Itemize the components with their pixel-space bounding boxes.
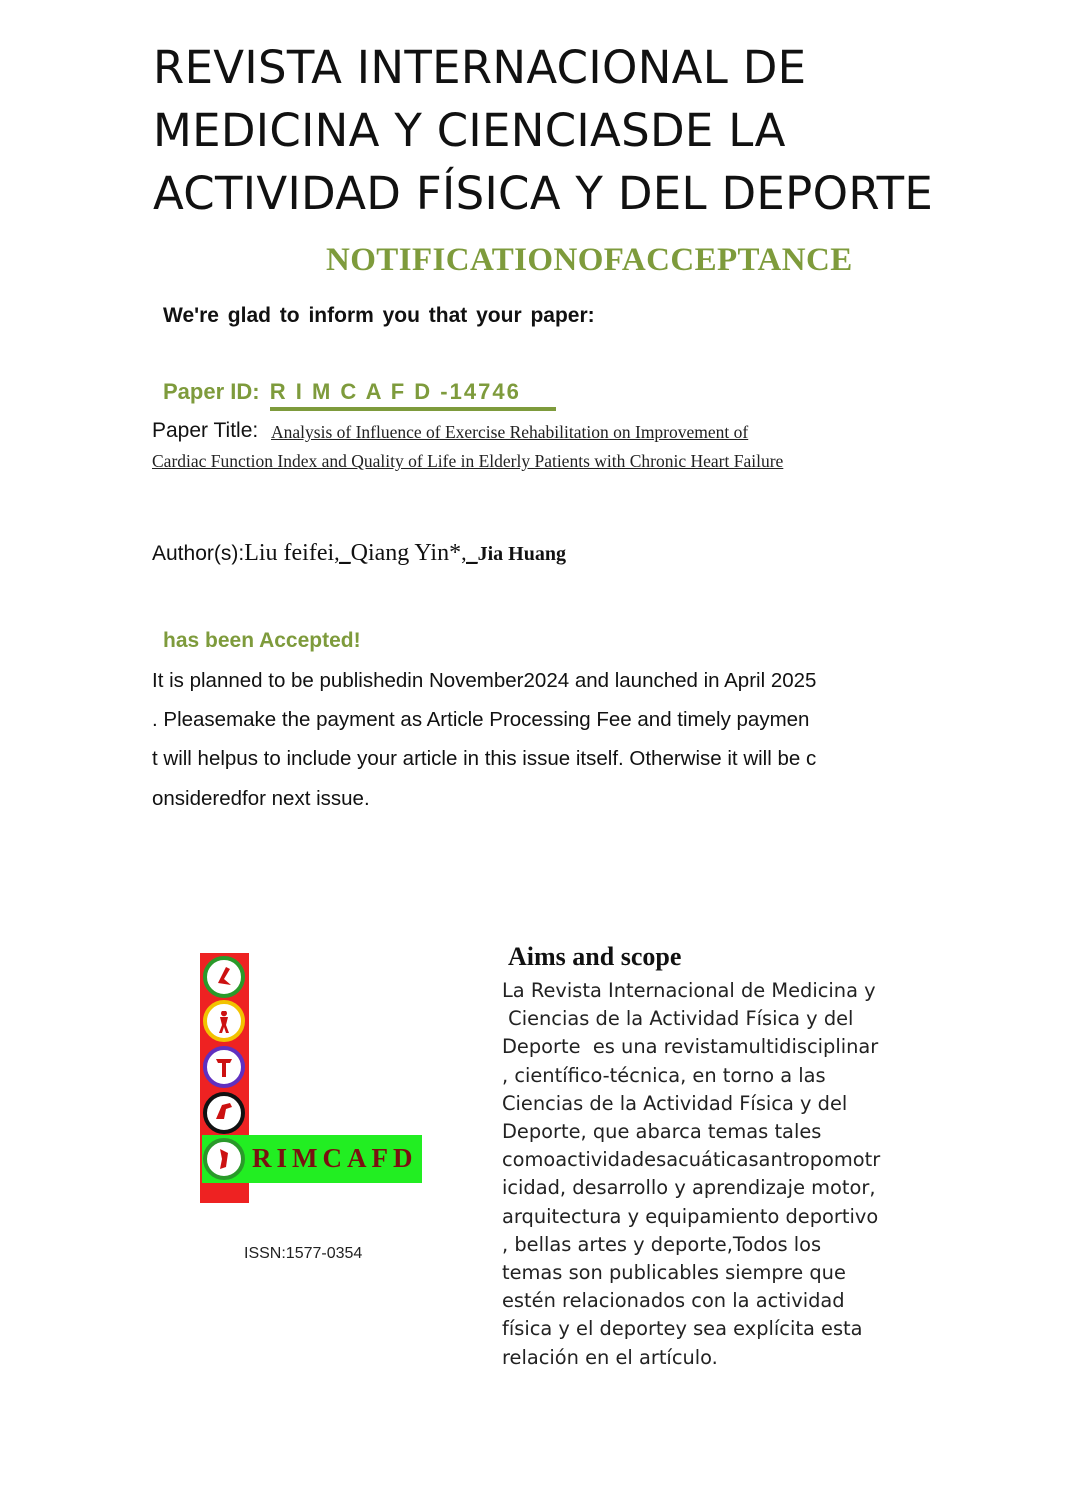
author-name: Liu feifei (244, 540, 335, 566)
author-name: Qiang Yin* (350, 540, 462, 566)
body-line: It is planned to be publishedin November2024 and launched in April 2025 (152, 669, 817, 692)
body-line: onsideredfor next issue. (152, 787, 370, 810)
aims-line: comoactividadesacuáticasantropomotr (502, 1148, 881, 1172)
paper-title-line: Analysis of Influence of Exercise Rehabilitation on Improvement of (271, 422, 749, 442)
paper-id (163, 379, 556, 411)
aims-line: temas son publicables siempre que (502, 1261, 846, 1285)
notification-heading: NOTIFICATIONOFACCEPTANCE (326, 242, 853, 278)
aims-line: Ciencias de la Actividad Física y del (502, 1091, 848, 1115)
authors (152, 540, 566, 567)
journal-title (153, 36, 953, 225)
issn: ISSN:1577-0354 (244, 1245, 363, 1262)
accepted-text: has been Accepted! (163, 629, 361, 652)
aims-line: Deporte es una revistamultidisciplinar (502, 1035, 879, 1059)
paper-title-label: Paper Title: (152, 419, 259, 442)
body-line: . Pleasemake the payment as Article Processing Fee and timely paymen (152, 708, 810, 731)
aims-line: , científico-técnica, en torno a las (502, 1063, 826, 1087)
paper-id-value: R I M C A F D -14746 (270, 379, 556, 411)
journal-title-line: ACTIVIDAD FÍSICA Y DEL DEPORTE (153, 167, 934, 220)
aims-body (502, 977, 932, 1372)
aims-line: estén relacionados con la actividad (502, 1289, 845, 1313)
aims-title: Aims and scope (508, 942, 682, 971)
journal-title-line: REVISTA INTERNACIONAL DE (153, 41, 807, 94)
aims-line: relación en el artículo. (502, 1345, 718, 1369)
paper-title-line: Cardiac Function Index and Quality of Life in Elderly Patients with Chronic Heart Failure (152, 451, 784, 471)
author-name: Jia Huang (477, 543, 566, 565)
body-line: t will helpus to include your article in this issue itself. Otherwise it will be c (152, 747, 817, 770)
author-separator: ,_ (334, 540, 351, 565)
logo-text: RIMCAFD (252, 1143, 418, 1173)
intro-text: We're glad to inform you that your paper: (163, 304, 595, 327)
aims-line: icidad, desarrollo y aprendizaje motor, (502, 1176, 876, 1200)
paper-id-label: Paper ID: (163, 379, 260, 404)
aims-line: La Revista Internacional de Medicina y (502, 979, 876, 1002)
journal-title-line: MEDICINA Y CIENCIASDE LA (153, 104, 786, 157)
rimcafd-logo (200, 953, 422, 1203)
authors-label: Author(s): (152, 542, 245, 565)
aims-line: arquitectura y equipamiento deportivo (502, 1204, 879, 1228)
aims-line: Deporte, que abarca temas tales (502, 1120, 822, 1144)
aims-line: , bellas artes y deporte,Todos los (502, 1232, 822, 1256)
aims-line: Ciencias de la Actividad Física y del (502, 1007, 854, 1031)
author-separator: ,_ (461, 540, 478, 565)
aims-line: física y el deportey sea explícita esta (502, 1317, 863, 1341)
